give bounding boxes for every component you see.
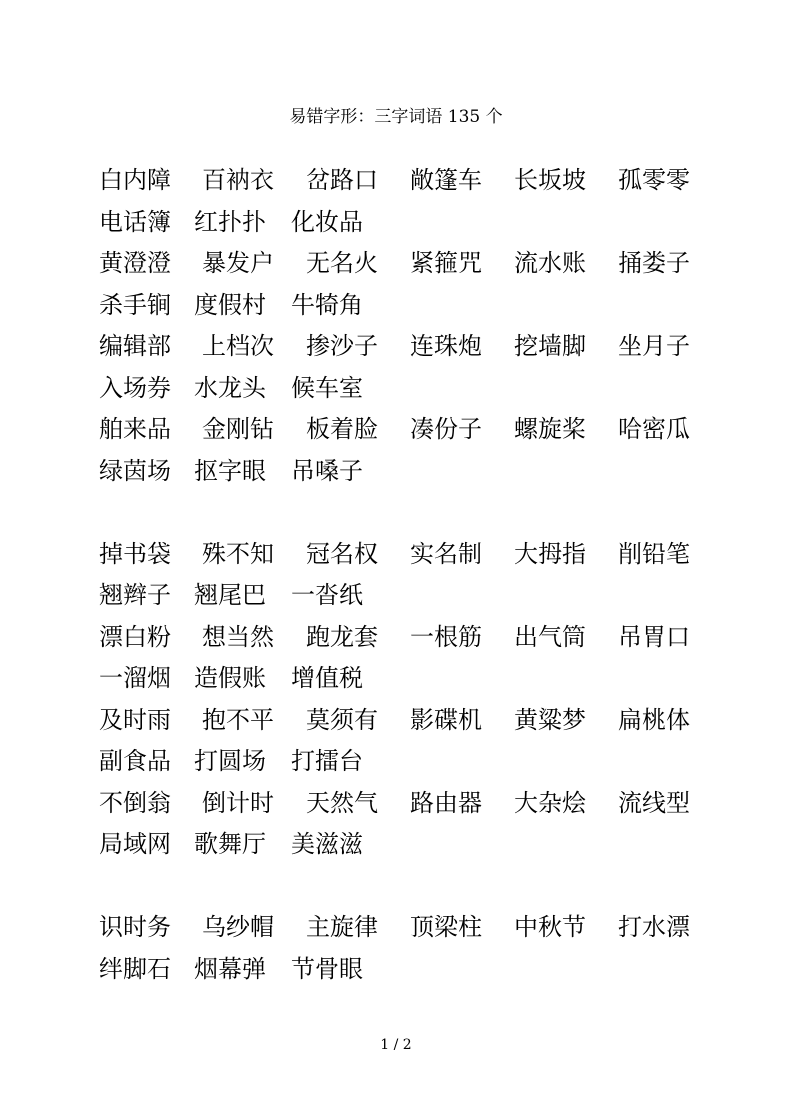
word: 水龙头 [194, 373, 266, 402]
word-list [99, 160, 719, 990]
word: 主旋律 [306, 913, 378, 941]
word: 莫须有 [306, 705, 378, 734]
word: 长坂坡 [514, 166, 586, 194]
word: 及时雨 [99, 705, 171, 734]
word: 螺旋桨 [514, 415, 586, 443]
word-line [99, 534, 719, 576]
word-line [99, 658, 719, 700]
word-line [99, 243, 719, 285]
word: 大杂烩 [514, 788, 586, 817]
word: 无名火 [306, 249, 378, 277]
word-line [99, 783, 719, 825]
word: 度假村 [194, 290, 266, 319]
word: 红扑扑 [194, 207, 266, 236]
word-line [99, 617, 719, 659]
word: 紧箍咒 [410, 249, 482, 277]
word: 编辑部 [99, 332, 171, 360]
word: 识时务 [99, 913, 171, 941]
word: 百衲衣 [202, 166, 274, 194]
word: 打圆场 [194, 747, 266, 775]
word: 顶梁柱 [410, 913, 482, 941]
word: 一溜烟 [99, 664, 171, 692]
word: 抠字眼 [194, 456, 266, 485]
word: 抱不平 [202, 705, 274, 734]
word-line [99, 160, 719, 202]
word-line [99, 368, 719, 410]
word-line [99, 700, 719, 742]
word: 实名制 [410, 539, 482, 568]
group-spacer [99, 492, 719, 534]
word: 一根筋 [410, 622, 482, 651]
word: 流水账 [514, 249, 586, 277]
word: 候车室 [291, 373, 363, 402]
word: 一沓纸 [291, 581, 363, 609]
word: 黄澄澄 [99, 249, 171, 277]
word: 岔路口 [306, 166, 378, 194]
word: 歌舞厅 [194, 830, 266, 858]
word: 金刚钻 [202, 415, 274, 443]
word: 暴发户 [202, 249, 274, 277]
word: 倒计时 [202, 788, 274, 817]
document-title: 易错字形：三字词语 135 个 [289, 107, 503, 127]
word: 增值税 [291, 664, 363, 692]
word: 美滋滋 [291, 830, 363, 858]
word: 上档次 [202, 332, 274, 360]
word: 中秋节 [514, 913, 586, 941]
word: 不倒翁 [99, 788, 171, 817]
word: 想当然 [202, 622, 274, 651]
word: 坐月子 [618, 332, 690, 360]
word: 孤零零 [618, 166, 690, 194]
word: 局域网 [99, 830, 171, 858]
word: 殊不知 [202, 539, 274, 568]
word: 翘辫子 [99, 581, 171, 609]
word-line [99, 741, 719, 783]
word: 跑龙套 [306, 622, 378, 651]
word: 黄粱梦 [514, 705, 586, 734]
word: 吊嗓子 [291, 456, 363, 485]
word: 牛犄角 [291, 290, 363, 319]
word: 天然气 [306, 788, 378, 817]
word: 出气筒 [514, 622, 586, 651]
word: 哈密瓜 [618, 415, 690, 443]
word: 入场券 [99, 373, 171, 402]
word-line [99, 949, 719, 991]
word: 凑份子 [410, 415, 482, 443]
word: 绊脚石 [99, 954, 171, 983]
word-line [99, 824, 719, 866]
word: 绿茵场 [99, 456, 171, 485]
word: 扁桃体 [618, 705, 690, 734]
word-line [99, 451, 719, 493]
word: 大拇指 [514, 539, 586, 568]
word: 捅娄子 [618, 249, 690, 277]
word: 敞篷车 [410, 166, 482, 194]
word: 掺沙子 [306, 332, 378, 360]
word: 漂白粉 [99, 622, 171, 651]
page-number: 1 / 2 [380, 1037, 412, 1053]
word: 白内障 [99, 166, 171, 194]
word: 挖墙脚 [514, 332, 586, 360]
word: 乌纱帽 [202, 913, 274, 941]
word: 连珠炮 [410, 332, 482, 360]
word: 节骨眼 [291, 954, 363, 983]
word-line [99, 326, 719, 368]
word: 杀手锏 [99, 290, 171, 319]
word: 舶来品 [99, 415, 171, 443]
word: 板着脸 [306, 415, 378, 443]
word: 吊胃口 [618, 622, 690, 651]
word: 打擂台 [291, 747, 363, 775]
word: 烟幕弹 [194, 954, 266, 983]
word-line [99, 575, 719, 617]
word: 路由器 [410, 788, 482, 817]
word: 削铅笔 [618, 539, 690, 568]
word: 冠名权 [306, 539, 378, 568]
word: 掉书袋 [99, 539, 171, 568]
word: 翘尾巴 [194, 581, 266, 609]
word: 电话簿 [99, 207, 171, 236]
word-line [99, 409, 719, 451]
word-line [99, 907, 719, 949]
word: 副食品 [99, 747, 171, 775]
word-line [99, 202, 719, 244]
word: 造假账 [194, 664, 266, 692]
word: 打水漂 [618, 913, 690, 941]
word: 化妆品 [291, 207, 363, 236]
word: 流线型 [618, 788, 690, 817]
word-line [99, 285, 719, 327]
word: 影碟机 [410, 705, 482, 734]
group-spacer [99, 866, 719, 908]
